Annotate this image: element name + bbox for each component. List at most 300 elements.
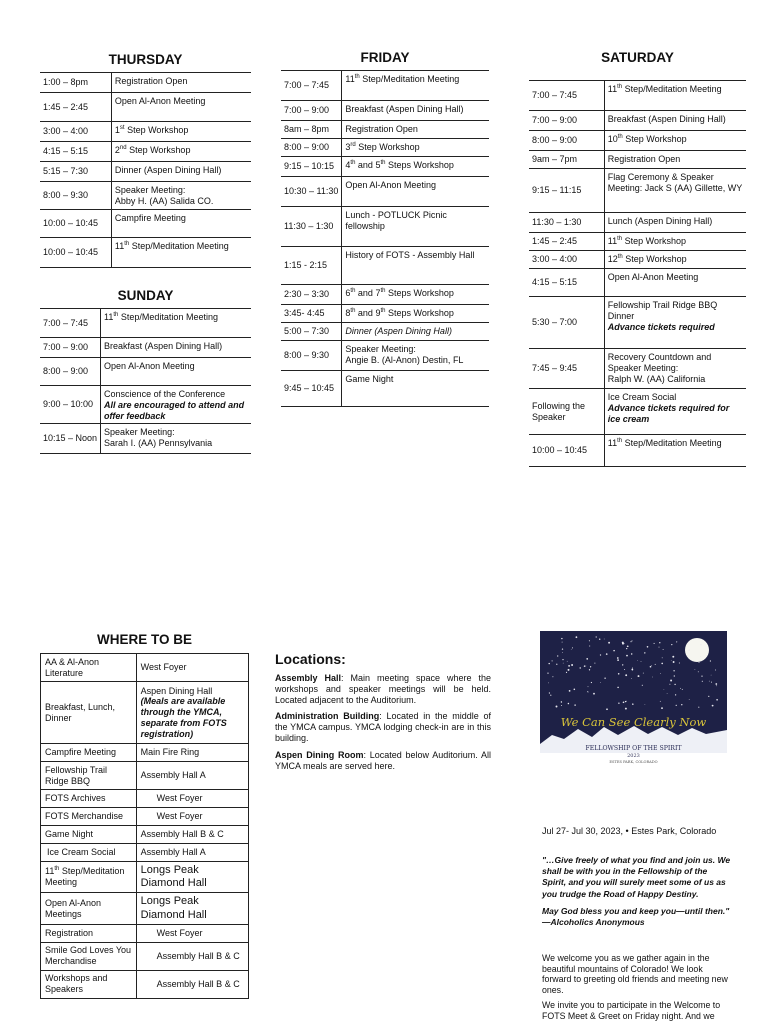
welcome-paragraph-2: We invite you to participate in the Welcome to FOTS Meet & Greet on Friday night. And we	[542, 1000, 721, 1021]
where-item: Registration	[41, 924, 137, 942]
event-label: 10th Step Workshop	[607, 134, 687, 144]
location-entry	[275, 750, 491, 772]
sunday-time: 7:00 – 9:00	[40, 338, 101, 358]
star-icon	[700, 656, 701, 657]
star-icon	[591, 682, 592, 683]
where-item: Breakfast, Lunch, Dinner	[41, 682, 137, 744]
where-row	[41, 862, 249, 893]
star-icon	[600, 682, 601, 683]
friday-row	[281, 341, 489, 371]
event-label: 11th Step/Meditation Meeting	[607, 438, 722, 448]
star-icon	[604, 678, 605, 679]
thursday-time: 3:00 – 4:00	[40, 122, 111, 142]
saturday-title: SATURDAY	[601, 50, 674, 65]
event-emphasis: Advance tickets required	[607, 321, 715, 332]
event-label: 4th and 5th Steps Workshop	[345, 160, 454, 170]
friday-row	[281, 305, 489, 323]
star-icon	[642, 685, 643, 686]
friday-time: 5:00 – 7:30	[281, 323, 342, 341]
saturday-event	[604, 233, 746, 251]
saturday-row	[529, 297, 746, 349]
event-label: Dinner (Aspen Dining Hall)	[345, 326, 452, 336]
where-item: FOTS Merchandise	[41, 808, 137, 826]
sunday-event	[101, 309, 251, 338]
event-label: Dinner (Aspen Dining Hall)	[114, 165, 222, 175]
star-icon	[589, 640, 590, 641]
star-icon	[606, 653, 608, 655]
event-label: Breakfast (Aspen Dining Hall)	[345, 104, 464, 114]
friday-row	[281, 177, 489, 207]
where-place	[136, 808, 248, 826]
sunday-row	[40, 424, 251, 454]
star-icon	[712, 705, 714, 707]
quote-block	[542, 855, 732, 934]
where-item: Open Al-Anon Meetings	[41, 893, 137, 924]
location-description: : Located in the middle of the YMCA campus. YMCA lodging check-in are in this building.	[275, 711, 491, 743]
poster-year: 2023	[627, 753, 640, 759]
thursday-event	[111, 182, 251, 210]
where-place	[136, 654, 248, 682]
star-icon	[608, 642, 610, 644]
saturday-time: Following the Speaker	[529, 389, 604, 435]
star-icon	[650, 666, 652, 668]
saturday-section	[529, 50, 746, 467]
where-place	[136, 970, 248, 998]
saturday-event	[604, 297, 746, 349]
star-icon	[617, 659, 619, 661]
thursday-title: THURSDAY	[108, 52, 183, 67]
event-label: 8th and 9th Steps Workshop	[345, 308, 454, 318]
where-item: FOTS Archives	[41, 790, 137, 808]
thursday-event	[111, 73, 251, 93]
star-icon	[676, 705, 677, 706]
star-icon	[584, 665, 586, 667]
where-place-label: Main Fire Ring	[140, 747, 200, 758]
location-name: Assembly Hall	[275, 673, 342, 683]
thursday-row	[40, 93, 251, 122]
starry-sky-illustration	[540, 631, 727, 768]
where-title: WHERE TO BE	[96, 632, 192, 647]
thursday-event	[111, 122, 251, 142]
friday-time: 11:30 – 1:30	[281, 207, 342, 247]
star-icon	[673, 670, 674, 671]
where-table	[40, 653, 249, 999]
saturday-time: 9:15 – 11:15	[529, 169, 604, 213]
star-icon	[548, 683, 549, 684]
star-icon	[548, 663, 549, 664]
star-icon	[623, 701, 625, 703]
sunday-time: 9:00 – 10:00	[40, 386, 101, 424]
friday-time: 1:15 - 2:15	[281, 247, 342, 285]
thursday-time: 10:00 – 10:45	[40, 209, 111, 237]
star-icon	[562, 642, 563, 643]
star-icon	[664, 689, 665, 690]
saturday-event	[604, 435, 746, 467]
star-icon	[626, 648, 627, 649]
star-icon	[659, 642, 660, 643]
star-icon	[562, 652, 563, 653]
friday-time: 8:00 – 9:30	[281, 341, 342, 371]
poster-tagline: We Can See Clearly Now	[560, 715, 707, 729]
where-section	[40, 632, 249, 999]
saturday-event	[604, 269, 746, 297]
where-row	[41, 844, 249, 862]
where-place	[136, 893, 248, 924]
saturday-time: 10:00 – 10:45	[529, 435, 604, 467]
where-item: Ice Cream Social	[41, 844, 137, 862]
event-label: Lunch (Aspen Dining Hall)	[607, 216, 713, 226]
star-icon	[682, 689, 683, 690]
saturday-time: 9am – 7pm	[529, 151, 604, 169]
where-item: Fellowship Trail Ridge BBQ	[41, 762, 137, 790]
sunday-event	[101, 358, 251, 386]
saturday-row	[529, 213, 746, 233]
where-place-label: Longs Peak Diamond Hall	[140, 895, 207, 921]
star-icon	[572, 647, 573, 648]
saturday-row	[529, 251, 746, 269]
friday-event	[342, 341, 489, 371]
friday-row	[281, 207, 489, 247]
friday-time: 9:45 – 10:45	[281, 371, 342, 407]
star-icon	[622, 642, 624, 644]
star-icon	[562, 659, 563, 660]
where-place-label: Aspen Dining Hall	[140, 685, 213, 696]
event-label: 11th Step/Meditation Meeting	[114, 240, 229, 251]
star-icon	[556, 664, 557, 665]
friday-time: 10:30 – 11:30	[281, 177, 342, 207]
star-icon	[699, 662, 700, 663]
where-row	[41, 790, 249, 808]
thursday-row	[40, 73, 251, 93]
star-icon	[557, 655, 558, 656]
saturday-time: 11:30 – 1:30	[529, 213, 604, 233]
star-icon	[586, 658, 588, 660]
star-icon	[632, 668, 633, 669]
location-description: : Main meeting space where the workshops and speaker meetings will be held. Located adjacent to the Auditorium.	[275, 673, 491, 705]
saturday-row	[529, 233, 746, 251]
star-icon	[674, 675, 675, 676]
friday-time: 7:00 – 9:00	[281, 101, 342, 121]
star-icon	[626, 701, 627, 702]
thursday-event	[111, 93, 251, 122]
star-icon	[552, 676, 553, 677]
event-label: Campfire Meeting	[114, 212, 186, 223]
event-label: 11th Step/Meditation Meeting	[345, 74, 460, 84]
star-icon	[660, 673, 661, 674]
where-place	[136, 826, 248, 844]
event-label: Game Night	[345, 374, 394, 384]
star-icon	[670, 680, 672, 682]
saturday-row	[529, 269, 746, 297]
where-place	[136, 682, 248, 744]
star-icon	[556, 706, 558, 708]
sunday-time: 8:00 – 9:00	[40, 358, 101, 386]
friday-row	[281, 121, 489, 139]
thursday-event	[111, 209, 251, 237]
event-label: Registration Open	[114, 76, 188, 86]
thursday-row	[40, 237, 251, 267]
event-label: Conscience of the Conference	[104, 389, 226, 399]
saturday-row	[529, 81, 746, 111]
where-place-label: West Foyer	[140, 662, 187, 673]
location-entry	[275, 711, 491, 743]
star-icon	[716, 699, 718, 701]
where-row	[41, 942, 249, 970]
friday-event	[342, 101, 489, 121]
star-icon	[638, 675, 640, 677]
star-icon	[663, 649, 664, 650]
star-icon	[702, 681, 703, 682]
poster-org-name: FELLOWSHIP OF THE SPIRIT	[585, 745, 682, 752]
star-icon	[645, 704, 646, 705]
event-label: Speaker Meeting:	[104, 427, 175, 438]
where-row	[41, 744, 249, 762]
event-emphasis: Advance tickets required for ice cream	[607, 402, 730, 424]
star-icon	[625, 674, 627, 676]
star-icon	[675, 694, 676, 695]
star-icon	[550, 695, 551, 696]
star-icon	[711, 682, 712, 683]
where-place-label: West Foyer	[156, 793, 203, 804]
event-label: 1st Step Workshop	[114, 125, 189, 135]
saturday-time: 7:00 – 9:00	[529, 111, 604, 131]
sunday-row	[40, 358, 251, 386]
star-icon	[566, 672, 567, 673]
star-icon	[632, 640, 633, 641]
event-label: Fellowship Trail Ridge BBQ Dinner	[607, 300, 718, 321]
saturday-row	[529, 169, 746, 213]
star-icon	[624, 643, 625, 644]
sunday-time: 10:15 – Noon	[40, 424, 101, 454]
star-icon	[617, 657, 619, 659]
welcome-block	[542, 953, 732, 1026]
where-row	[41, 970, 249, 998]
star-icon	[698, 707, 699, 708]
star-icon	[604, 639, 605, 640]
event-speaker: Sarah I. (AA) Pennsylvania	[104, 438, 213, 449]
thursday-time: 1:00 – 8pm	[40, 73, 111, 93]
where-place-label: Assembly Hall B & C	[140, 829, 224, 840]
location-name: Administration Building	[275, 711, 380, 722]
where-item: 11th Step/Meditation Meeting	[41, 862, 137, 893]
star-icon	[630, 641, 631, 642]
thursday-time: 8:00 – 9:30	[40, 182, 111, 210]
star-icon	[627, 645, 629, 647]
star-icon	[618, 673, 620, 675]
event-label: 11th Step/Meditation Meeting	[104, 312, 218, 322]
star-icon	[589, 669, 590, 670]
saturday-row	[529, 389, 746, 435]
star-icon	[631, 653, 632, 654]
star-icon	[680, 688, 681, 689]
where-item: Campfire Meeting	[41, 744, 137, 762]
friday-time: 8:00 – 9:00	[281, 139, 342, 157]
star-icon	[622, 664, 623, 665]
where-place	[136, 790, 248, 808]
saturday-row	[529, 151, 746, 169]
star-icon	[715, 683, 717, 685]
star-icon	[709, 681, 710, 682]
quote-paragraph-2: May God bless you and keep you—until then." —Alcoholics Anonymous	[542, 905, 730, 928]
sunday-time: 7:00 – 7:45	[40, 309, 101, 338]
star-icon	[701, 676, 702, 677]
friday-event	[342, 139, 489, 157]
saturday-row	[529, 435, 746, 467]
star-icon	[695, 669, 696, 670]
where-place	[136, 862, 248, 893]
where-row	[41, 924, 249, 942]
star-icon	[594, 663, 595, 664]
event-emphasis: All are encouraged to attend and offer feedback	[104, 399, 245, 421]
event-label: Registration Open	[345, 124, 418, 134]
event-label: Flag Ceremony & Speaker Meeting: Jack S (AA) Gillette, WY	[607, 172, 743, 193]
event-label: Speaker Meeting:	[114, 185, 186, 195]
event-label: Open Al-Anon Meeting	[607, 272, 699, 282]
star-icon	[711, 675, 712, 676]
where-place-label: West Foyer	[156, 811, 203, 822]
star-icon	[632, 669, 633, 670]
event-label: Registration Open	[607, 154, 681, 164]
star-icon	[643, 673, 644, 674]
star-icon	[552, 660, 553, 661]
friday-row	[281, 371, 489, 407]
where-place-note: (Meals are available through the YMCA, separate from FOTS registration)	[140, 696, 227, 739]
friday-event	[342, 121, 489, 139]
location-description: : Located below Auditorium. All YMCA meals are served here.	[275, 749, 492, 771]
event-label: Open Al-Anon Meeting	[345, 180, 436, 190]
star-icon	[681, 704, 682, 705]
where-row	[41, 893, 249, 924]
friday-event	[342, 323, 489, 341]
saturday-event	[604, 151, 746, 169]
star-icon	[576, 636, 578, 638]
star-icon	[567, 661, 568, 662]
where-place-label: Assembly Hall B & C	[156, 950, 240, 961]
event-speaker: Angie B. (Al-Anon) Destin, FL	[345, 354, 464, 365]
star-icon	[632, 703, 634, 705]
star-icon	[669, 684, 670, 685]
where-place	[136, 744, 248, 762]
star-icon	[568, 669, 570, 671]
star-icon	[655, 664, 656, 665]
friday-title: FRIDAY	[360, 50, 410, 65]
thursday-event	[111, 162, 251, 182]
star-icon	[569, 690, 571, 692]
where-item: Smile God Loves You Merchandise	[41, 942, 137, 970]
saturday-event	[604, 213, 746, 233]
sunday-title: SUNDAY	[117, 288, 174, 303]
star-icon	[700, 644, 701, 645]
where-row	[41, 654, 249, 682]
quote-paragraph-1: "…Give freely of what you find and join us. We shall be with you in the Fellowship of the Spirit, and you will surely meet some of us as you trudge the Road of Happy Destiny.	[542, 855, 731, 899]
friday-row	[281, 101, 489, 121]
star-icon	[667, 693, 668, 694]
friday-row	[281, 247, 489, 285]
star-icon	[561, 705, 562, 706]
star-icon	[698, 671, 699, 672]
saturday-time: 1:45 – 2:45	[529, 233, 604, 251]
star-icon	[618, 703, 619, 704]
friday-time: 2:30 – 3:30	[281, 285, 342, 305]
location-entry	[275, 673, 491, 705]
star-icon	[599, 638, 600, 639]
star-icon	[563, 663, 564, 664]
event-label: Open Al-Anon Meeting	[104, 361, 195, 371]
star-icon	[676, 641, 677, 642]
where-item: AA & Al-Anon Literature	[41, 654, 137, 682]
event-label: Open Al-Anon Meeting	[114, 96, 206, 106]
friday-row	[281, 139, 489, 157]
friday-time: 9:15 – 10:15	[281, 157, 342, 177]
thursday-row	[40, 209, 251, 237]
saturday-event	[604, 349, 746, 389]
where-place	[136, 844, 248, 862]
sunday-event	[101, 424, 251, 454]
welcome-paragraph-1: We welcome you as we gather again in the beautiful mountains of Colorado! We look forward to greeting old friends and meeting new ones.	[542, 953, 728, 995]
star-icon	[561, 638, 562, 639]
star-icon	[580, 667, 581, 668]
star-icon	[606, 708, 608, 710]
star-icon	[661, 707, 663, 709]
event-label: History of FOTS - Assembly Hall	[345, 250, 475, 260]
friday-row	[281, 323, 489, 341]
event-speaker: Ralph W. (AA) California	[607, 373, 706, 384]
where-row	[41, 762, 249, 790]
where-place-label: Longs Peak Diamond Hall	[140, 864, 207, 890]
star-icon	[588, 686, 589, 687]
where-place-label: Assembly Hall B & C	[156, 978, 240, 989]
star-icon	[660, 701, 661, 702]
saturday-event	[604, 131, 746, 151]
star-icon	[708, 696, 709, 697]
saturday-time: 7:45 – 9:45	[529, 349, 604, 389]
sunday-event	[101, 386, 251, 424]
friday-time: 8am – 8pm	[281, 121, 342, 139]
friday-event	[342, 207, 489, 247]
star-icon	[571, 649, 572, 650]
thursday-row	[40, 142, 251, 162]
star-icon	[637, 660, 638, 661]
star-icon	[624, 669, 625, 670]
saturday-event	[604, 81, 746, 111]
star-icon	[600, 654, 601, 655]
event-label: Lunch - POTLUCK Picnic fellowship	[345, 210, 447, 231]
star-icon	[689, 650, 690, 651]
thursday-row	[40, 122, 251, 142]
where-item: Game Night	[41, 826, 137, 844]
thursday-event	[111, 142, 251, 162]
saturday-row	[529, 111, 746, 131]
thursday-table	[40, 72, 251, 268]
thursday-section	[40, 52, 251, 268]
saturday-time: 5:30 – 7:00	[529, 297, 604, 349]
saturday-time: 4:15 – 5:15	[529, 269, 604, 297]
star-icon	[586, 666, 587, 667]
friday-event	[342, 177, 489, 207]
where-place	[136, 762, 248, 790]
event-poster-image	[540, 631, 727, 768]
star-icon	[631, 678, 632, 679]
star-icon	[654, 643, 655, 644]
star-icon	[547, 672, 548, 673]
thursday-event	[111, 237, 251, 267]
star-icon	[716, 685, 717, 686]
friday-event	[342, 157, 489, 177]
sunday-event	[101, 338, 251, 358]
star-icon	[647, 646, 649, 648]
star-icon	[568, 665, 570, 667]
event-label: 6th and 7th Steps Workshop	[345, 288, 454, 298]
